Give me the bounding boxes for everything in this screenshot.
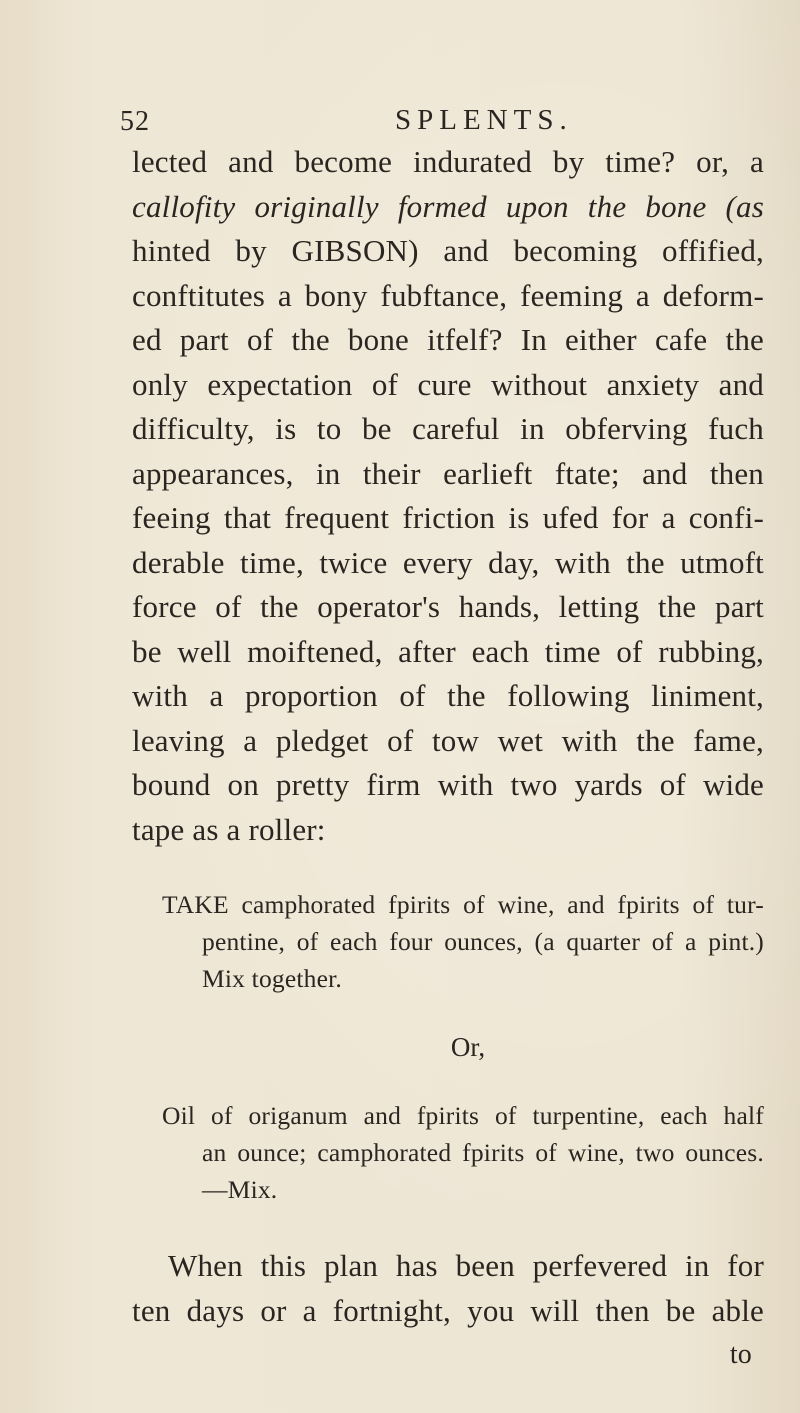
spacer bbox=[132, 852, 764, 886]
recipe-line: an ounce; camphorated fpirits of wine, two ounces. bbox=[202, 1138, 764, 1167]
text-line: leaving a pledget of tow wet with the fame, bbox=[132, 722, 764, 758]
spacer bbox=[132, 997, 764, 1027]
text-line: ten days or a fortnight, you will then be able bbox=[132, 1292, 764, 1328]
text-line: with a proportion of the following liniment, bbox=[132, 678, 764, 713]
page-header bbox=[110, 98, 750, 138]
spacer bbox=[132, 1067, 764, 1097]
paragraph-1 bbox=[132, 140, 764, 852]
text-line: tape as a roller: bbox=[132, 811, 326, 847]
text-line: ed part of the bone itfelf? In either cafe the bbox=[132, 322, 764, 357]
or-separator: Or, bbox=[450, 1032, 486, 1062]
recipe-2 bbox=[132, 1097, 764, 1208]
recipe-line: Mix together. bbox=[202, 964, 342, 993]
recipe-line: Oil of origanum and fpirits of turpentine, each half bbox=[162, 1101, 764, 1130]
text-line: When this plan has been perfevered in for bbox=[168, 1248, 764, 1283]
text-line: feeing that frequent friction is ufed for a confi- bbox=[132, 500, 764, 535]
body-text bbox=[132, 140, 764, 1378]
text-line: callofity originally formed upon the bone (as bbox=[132, 188, 764, 224]
paragraph-2 bbox=[132, 1244, 764, 1378]
recipe-1 bbox=[132, 886, 764, 997]
text-line: appearances, in their earlieft ftate; and then bbox=[132, 455, 764, 491]
text-line: bound on pretty firm with two yards of wide bbox=[132, 767, 764, 802]
recipe-line: pentine, of each four ounces, (a quarter of a pint.) bbox=[202, 927, 764, 956]
text-line: conftitutes a bony fubftance, feeming a deform- bbox=[132, 277, 764, 313]
text-line: hinted by GIBSON) and becoming offified, bbox=[132, 233, 764, 268]
text-line: only expectation of cure without anxiety and bbox=[132, 366, 764, 402]
text-line: force of the operator's hands, letting the part bbox=[132, 589, 764, 624]
text-line: be well moiftened, after each time of rubbing, bbox=[132, 633, 764, 669]
recipe-line: TAKE camphorated fpirits of wine, and fpirits of tur- bbox=[162, 890, 764, 919]
catchword: to bbox=[729, 1339, 752, 1370]
recipe-line: —Mix. bbox=[202, 1175, 278, 1204]
text-line: derable time, twice every day, with the utmoft bbox=[132, 544, 764, 580]
text-line: difficulty, is to be careful in obferving fuch bbox=[132, 411, 764, 446]
running-head: SPLENTS. bbox=[395, 104, 573, 136]
page-number: 52 bbox=[120, 106, 150, 137]
text-line: lected and become indurated by time? or, a bbox=[132, 144, 764, 179]
spacer bbox=[132, 1208, 764, 1244]
